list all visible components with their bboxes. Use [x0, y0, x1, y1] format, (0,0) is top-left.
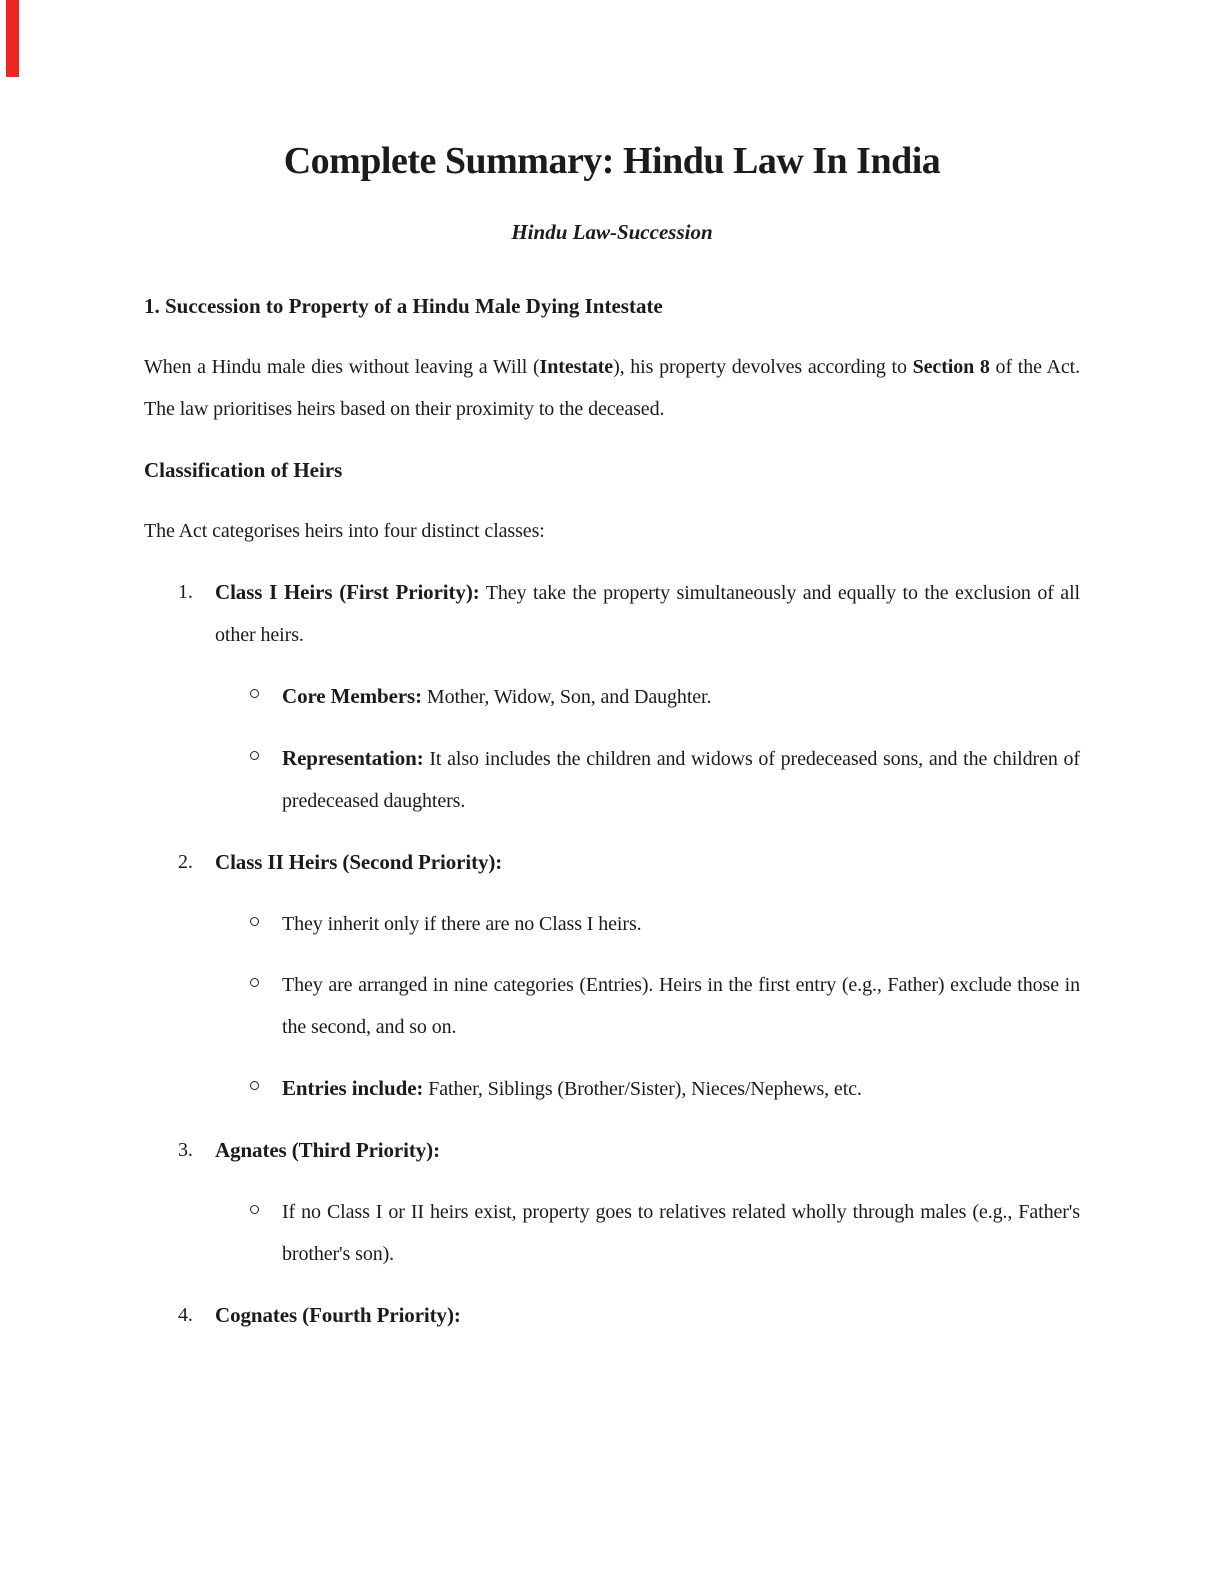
circle-bullet-icon [250, 1067, 282, 1110]
list-item-cognates [144, 1294, 1080, 1337]
bullet-text [282, 737, 1080, 822]
circle-bullet-icon [250, 964, 282, 1048]
bullet-rest: If no Class I or II heirs exist, property goes to relatives related wholly through males (e.g., Father's brother's son). [282, 1201, 1080, 1265]
bullet-rest: It also includes the children and widows of predeceased sons, and the children of predeceased daughters. [282, 748, 1080, 812]
list-item-text [215, 1294, 1080, 1337]
circle-bullet-icon [250, 737, 282, 822]
list-item-rest: They take the property simultaneously and equally to the exclusion of all other heirs. [215, 582, 1080, 646]
bullet-lead: Representation: [282, 746, 424, 770]
list-item-class2-heirs [144, 841, 1080, 884]
intro-bold-section8: Section 8 [912, 356, 990, 378]
bullet-agnates-detail [144, 1191, 1080, 1275]
bullet-text [282, 964, 1080, 1048]
list-item-agnates [144, 1129, 1080, 1172]
page-title: Complete Summary: Hindu Law In India [283, 140, 941, 182]
intro-paragraph [144, 346, 1080, 430]
heading-classification-of-heirs: Classification of Heirs [144, 458, 343, 482]
list-number: 3. [178, 1139, 193, 1161]
bullet-text [282, 903, 1080, 945]
bullet-class2-inherit [144, 903, 1080, 945]
bullet-entries-include [144, 1067, 1080, 1110]
list-number: 4. [178, 1304, 193, 1326]
list-item-lead: Class I Heirs (First Priority): [215, 580, 480, 604]
intro-text-1: When a Hindu male dies without leaving a Will ( [144, 356, 540, 378]
circle-bullet-icon [250, 675, 282, 718]
list-number: 2. [178, 851, 193, 873]
bullet-rest: They are arranged in nine categories (Entries). Heirs in the first entry (e.g., Father) exclude those in the second, and so on. [282, 974, 1080, 1038]
bullet-rest: Father, Siblings (Brother/Sister), Nieces/Nephews, etc. [428, 1078, 862, 1100]
section-heading-succession: 1. Succession to Property of a Hindu Male Dying Intestate [144, 294, 663, 318]
list-item-lead: Class II Heirs (Second Priority): [215, 850, 503, 874]
bullet-class2-categories [144, 964, 1080, 1048]
list-item-class1-heirs [144, 571, 1080, 656]
bullet-lead: Entries include: [282, 1076, 424, 1100]
bullet-core-members [144, 675, 1080, 718]
circle-bullet-icon [250, 903, 282, 945]
classification-intro: The Act categorises heirs into four distinct classes: [144, 520, 545, 542]
bullet-rest: They inherit only if there are no Class I heirs. [282, 913, 642, 935]
bullet-text [282, 675, 1080, 718]
list-item-lead: Agnates (Third Priority): [215, 1138, 440, 1162]
bullet-text [282, 1067, 1080, 1110]
list-item-text [215, 1129, 1080, 1172]
list-item-text [215, 571, 1080, 656]
bullet-lead: Core Members: [282, 684, 422, 708]
bullet-rest: Mother, Widow, Son, and Daughter. [426, 686, 712, 708]
list-item-text [215, 841, 1080, 884]
intro-bold-intestate: Intestate [539, 356, 614, 378]
intro-text-2: ), his property devolves according to [613, 356, 913, 378]
list-item-lead: Cognates (Fourth Priority): [215, 1303, 461, 1327]
page-subtitle: Hindu Law-Succession [511, 220, 713, 244]
red-edge-marker [6, 0, 19, 77]
bullet-text [282, 1191, 1080, 1275]
intro-text-3: of the Act. The law prioritises heirs based on their proximity to the deceased. [144, 356, 1081, 420]
circle-bullet-icon [250, 1191, 282, 1275]
list-number: 1. [178, 581, 193, 603]
bullet-representation [144, 737, 1080, 822]
